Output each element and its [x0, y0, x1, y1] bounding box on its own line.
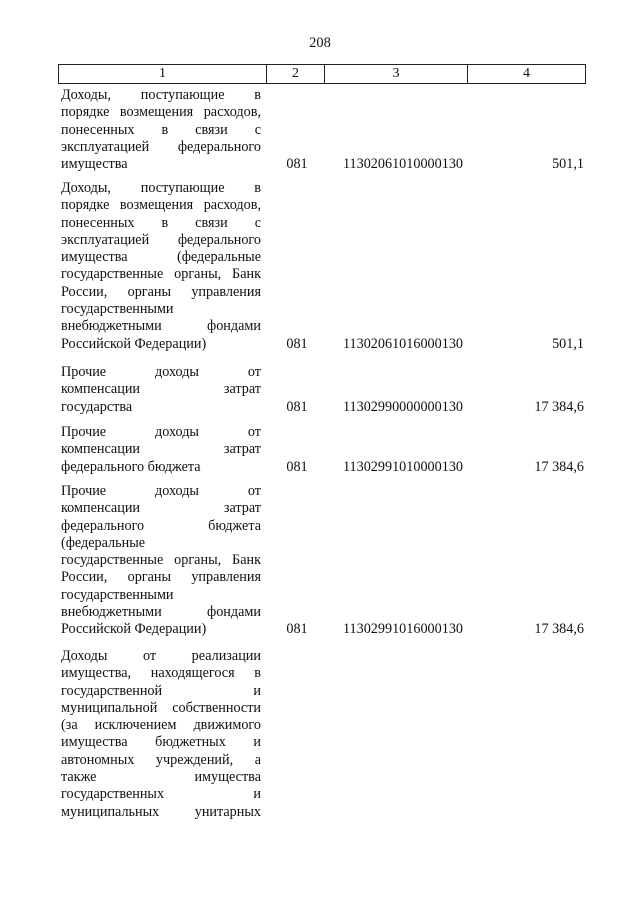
description-line: (федеральные — [61, 534, 146, 551]
description-line: Доходы, поступающие в — [61, 180, 261, 196]
budget-classification-code: 11302991010000130 — [342, 458, 464, 475]
description-line: эксплуатацией федерального — [61, 138, 261, 155]
admin-code: 081 — [286, 398, 308, 415]
page-number: 208 — [309, 35, 331, 51]
description-line: порядке возмещения расходов, — [61, 104, 261, 121]
description-line: Российской Федерации) — [61, 335, 207, 352]
description-line: России, органы управления — [61, 569, 261, 586]
header-col-2: 2 — [267, 65, 325, 83]
amount-value: 17 384,6 — [534, 458, 584, 475]
row-description — [61, 648, 261, 821]
description-line: Прочие доходы от — [61, 483, 261, 499]
description-line: Прочие доходы от — [61, 364, 261, 380]
amount-value: 17 384,6 — [534, 398, 584, 415]
budget-classification-code: 11302061010000130 — [342, 156, 464, 173]
description-line: государственных и — [61, 786, 261, 803]
header-col-3: 3 — [325, 65, 468, 83]
description-line: имущества бюджетных и — [61, 734, 261, 751]
description-line: автономных учреждений, а — [61, 751, 261, 768]
description-line: компенсации затрат — [61, 381, 261, 398]
row-description — [61, 87, 261, 173]
description-line: муниципальных унитарных — [61, 803, 261, 820]
description-line: Доходы, поступающие в — [61, 87, 261, 103]
amount-value: 501,1 — [552, 335, 584, 352]
description-line: эксплуатацией федерального — [61, 231, 261, 248]
description-line: государственными — [61, 586, 174, 603]
row-description — [61, 424, 261, 476]
description-line: федерального бюджета — [61, 517, 261, 534]
amount-value: 501,1 — [552, 156, 584, 173]
description-line: компенсации затрат — [61, 441, 261, 458]
description-line: имущества, находящегося в — [61, 665, 261, 682]
description-line: Доходы от реализации — [61, 648, 261, 664]
header-col-4: 4 — [523, 66, 530, 81]
description-line: государства — [61, 398, 133, 415]
description-line: имущества — [61, 156, 128, 173]
description-line: государственные органы, Банк — [61, 552, 261, 569]
row-description — [61, 364, 261, 416]
description-line: порядке возмещения расходов, — [61, 197, 261, 214]
description-line: федерального бюджета — [61, 458, 201, 475]
admin-code: 081 — [286, 156, 308, 173]
admin-code: 081 — [286, 458, 308, 475]
description-line: государственной и — [61, 682, 261, 699]
description-line: Российской Федерации) — [61, 621, 207, 638]
description-line: имущества (федеральные — [61, 249, 261, 266]
table-header — [58, 64, 586, 84]
description-line: также имущества — [61, 769, 261, 786]
header-col-1: 1 — [59, 65, 267, 83]
budget-classification-code: 11302061016000130 — [342, 335, 464, 352]
description-line: муниципальной собственности — [61, 699, 261, 716]
description-line: государственными — [61, 301, 174, 318]
description-line: России, органы управления — [61, 283, 261, 300]
description-line: понесенных в связи с — [61, 214, 261, 231]
description-line: внебюджетными фондами — [61, 318, 261, 335]
admin-code: 081 — [286, 621, 308, 638]
description-line: (за исключением движимого — [61, 717, 261, 734]
row-description — [61, 180, 261, 353]
description-line: Прочие доходы от — [61, 424, 261, 440]
amount-value: 17 384,6 — [534, 621, 584, 638]
description-line: понесенных в связи с — [61, 121, 261, 138]
description-line: внебюджетными фондами — [61, 604, 261, 621]
row-description — [61, 483, 261, 639]
budget-classification-code: 11302990000000130 — [342, 398, 464, 415]
budget-classification-code: 11302991016000130 — [342, 621, 464, 638]
description-line: компенсации затрат — [61, 500, 261, 517]
admin-code: 081 — [286, 335, 308, 352]
description-line: государственные органы, Банк — [61, 266, 261, 283]
